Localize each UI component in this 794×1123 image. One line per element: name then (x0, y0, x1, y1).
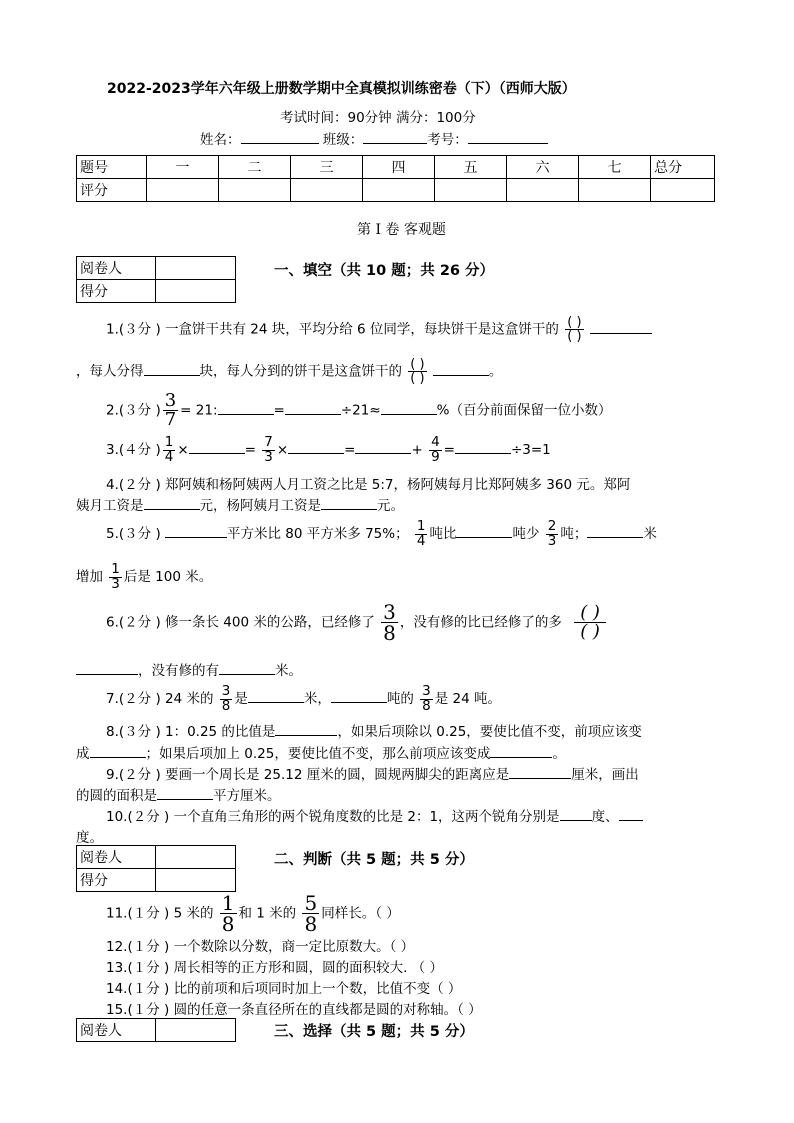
answer-blank[interactable] (218, 402, 274, 415)
section-2-title: 二、判断（共 5 题；共 5 分） (274, 852, 474, 868)
score-cell[interactable] (291, 179, 363, 202)
question-text: 米， (303, 691, 331, 707)
answer-blank[interactable] (560, 808, 592, 821)
answer-blank[interactable] (619, 808, 643, 821)
fraction (163, 436, 176, 464)
question-text: ，没有修的比已经修了的多 (399, 614, 562, 631)
fraction (546, 520, 559, 548)
fraction-answer[interactable] (574, 604, 606, 641)
question-text: = (244, 442, 256, 458)
numerator: 7 (264, 434, 273, 450)
grader-box-3 (76, 1018, 236, 1042)
answer-blank[interactable] (321, 497, 377, 510)
numerator: 3 (164, 390, 177, 411)
answer-blank[interactable] (381, 402, 437, 415)
numerator: 3 (221, 683, 231, 699)
question-text: 是 24 吨。 (434, 691, 502, 707)
denominator: ( ) (574, 622, 606, 641)
score-cell[interactable] (435, 179, 507, 202)
answer-blank[interactable] (456, 525, 512, 538)
exam-info: 考试时间：90分钟 满分：100分 (280, 110, 476, 126)
question-4-cont (76, 494, 404, 514)
question-text: × (276, 442, 289, 458)
fraction (381, 602, 398, 643)
answer-blank[interactable] (157, 787, 213, 800)
fraction (429, 436, 442, 464)
grader-box-1 (76, 256, 236, 303)
numerator: 3 (383, 600, 396, 624)
denominator: ( ) (410, 371, 425, 386)
score-cell[interactable] (579, 179, 651, 202)
question-11 (106, 893, 400, 934)
score-cell[interactable] (156, 280, 236, 303)
question-10-cont: 度。 (76, 830, 103, 846)
question-text: + (411, 442, 423, 458)
student-info-line (200, 128, 548, 148)
fraction (109, 563, 122, 591)
denominator: 4 (164, 448, 174, 465)
table-cell: 总分 (651, 156, 715, 179)
denominator: 8 (304, 912, 318, 936)
question-text: ；如果后项加上 0.25，要使比值不变，那么前项应该变成 (145, 746, 491, 762)
question-text: 元。 (377, 498, 404, 514)
reviewer-cell[interactable] (156, 846, 236, 869)
question-text: 后是 100 米。 (123, 569, 213, 585)
fraction (415, 520, 428, 548)
question-10 (106, 805, 643, 825)
question-text: ，如果后项除以 0.25，要使比值不变，前项应该变 (337, 724, 642, 740)
answer-blank[interactable] (144, 497, 200, 510)
denominator: 8 (221, 912, 235, 936)
table-cell: 题号 (77, 156, 147, 179)
question-text: 厘米，画出 (571, 767, 639, 783)
question-6 (106, 602, 608, 643)
question-text: 9.(２分 ) 要画一个周长是 25.12 厘米的圆，圆规两脚尖的距离应是 (106, 767, 510, 783)
denominator: 7 (164, 409, 177, 430)
denominator: 8 (221, 697, 231, 714)
answer-blank[interactable] (587, 525, 643, 538)
score-cell[interactable] (146, 179, 218, 202)
table-cell: 四 (363, 156, 435, 179)
question-text: 的圆的面积是 (76, 788, 157, 804)
question-text: 7.(２分 ) 24 米的 (106, 691, 214, 707)
denominator: 8 (383, 621, 396, 645)
fraction (420, 685, 433, 713)
question-text: 平方米比 80 平方米多 75%； (227, 526, 409, 542)
numerator: 4 (431, 434, 440, 450)
question-text: ，没有修的有 (138, 663, 219, 679)
question-text: 块，每人分到的饼干是这盒饼干的 (199, 363, 402, 380)
question-1 (106, 316, 652, 343)
question-9 (106, 763, 639, 783)
question-text: 。 (552, 746, 566, 762)
question-text: 米 (643, 526, 657, 542)
question-text: 吨的 (386, 691, 414, 707)
question-text: %（百分前面保留一位小数） (436, 402, 612, 419)
question-text: 米。 (275, 663, 302, 679)
question-text: 平方厘米。 (213, 788, 281, 804)
numerator: 1 (111, 561, 120, 577)
numerator: ( ) (567, 315, 582, 330)
question-text: 吨少 (512, 526, 540, 542)
number-label: 考号： (427, 132, 468, 148)
answer-blank[interactable] (189, 441, 245, 454)
numerator: 2 (547, 518, 557, 534)
question-text: 是 (234, 691, 248, 707)
answer-blank[interactable] (433, 363, 489, 376)
question-text: = 21: (180, 402, 218, 419)
question-5 (106, 520, 657, 548)
score-table-score-row (77, 179, 715, 202)
answer-blank[interactable] (165, 525, 227, 538)
table-cell: 一 (146, 156, 218, 179)
denominator: 4 (416, 532, 426, 549)
denominator: 3 (111, 575, 120, 592)
question-text: 2.(３分 ) (106, 402, 161, 419)
answer-blank[interactable] (331, 690, 387, 703)
question-8-cont (76, 742, 566, 762)
question-6-cont (76, 659, 302, 679)
question-13: 13.(１分 ) 周长相等的正方形和圆，圆的面积较大. （ ） (106, 960, 443, 976)
table-cell: 二 (219, 156, 291, 179)
table-cell: 三 (291, 156, 363, 179)
question-9-cont (76, 784, 281, 804)
score-cell[interactable] (363, 179, 435, 202)
question-text: 6.(２分 ) 修一条长 400 米的公路，已经修了 (106, 614, 375, 631)
section-3-title: 三、选择（共 5 题；共 5 分） (274, 1024, 474, 1040)
fraction (262, 436, 275, 464)
question-text: 10.(２分 ) 一个直角三角形的两个锐角度数的比是 2：1，这两个锐角分别是 (106, 809, 560, 825)
answer-blank[interactable] (590, 321, 652, 334)
answer-blank[interactable] (288, 441, 344, 454)
question-text: × (177, 442, 189, 458)
question-text: ÷21≈ (340, 402, 381, 419)
fraction (163, 392, 178, 429)
numerator: 3 (422, 683, 431, 699)
question-7 (106, 685, 501, 713)
denominator: 8 (422, 697, 431, 714)
question-text: 度、 (591, 809, 619, 825)
question-text: = (273, 402, 285, 419)
question-text: 增加 (76, 569, 103, 585)
numerator: ( ) (410, 357, 425, 372)
page-title: 2022-2023学年六年级上册数学期中全真模拟训练密卷（下）（西师大版） (107, 81, 576, 97)
numerator: 5 (304, 891, 318, 915)
answer-blank[interactable] (76, 662, 138, 675)
answer-blank[interactable] (275, 723, 337, 736)
number-field[interactable] (468, 131, 548, 144)
grader-box-2 (76, 845, 236, 892)
numerator: 1 (416, 518, 426, 534)
numerator: ( ) (580, 602, 600, 623)
reviewer-label: 阅卷人 (77, 846, 156, 869)
answer-blank[interactable] (455, 441, 511, 454)
question-4: 4.(２分 ) 郑阿姨和杨阿姨两人月工资之比是 5:7，杨阿姨每月比郑阿姨多 360 元。郑阿 (106, 477, 631, 493)
fraction (220, 893, 237, 934)
denominator: 3 (264, 448, 273, 465)
question-1-cont (76, 358, 502, 385)
question-3 (106, 436, 551, 464)
score-cell[interactable] (219, 179, 291, 202)
score-label: 得分 (77, 280, 156, 303)
answer-blank[interactable] (285, 402, 341, 415)
fraction (220, 685, 233, 713)
class-label: 班级： (322, 132, 364, 148)
denominator: 9 (431, 448, 440, 465)
score-table-header-row (77, 156, 715, 179)
answer-blank[interactable] (509, 766, 571, 779)
question-text: 成 (76, 746, 90, 762)
numerator: 1 (221, 891, 235, 915)
question-text: 。 (488, 363, 503, 380)
question-text: ，每人分得 (76, 363, 144, 380)
answer-blank[interactable] (219, 662, 275, 675)
question-text: ÷3=1 (510, 442, 551, 458)
question-text: 3.(４分 ) (106, 442, 161, 458)
question-15: 15.(１分 ) 圆的任意一条直径所在的直线都是圆的对称轴。（ ） (106, 1002, 482, 1018)
question-text: 吨； (560, 526, 588, 542)
score-cell[interactable] (156, 869, 236, 892)
question-text: 姨月工资是 (76, 498, 144, 514)
fraction-answer[interactable] (565, 316, 583, 343)
denominator: 3 (547, 532, 557, 549)
question-text: 元，杨阿姨月工资是 (199, 498, 321, 514)
question-14: 14.(１分 ) 比的前项和后项同时加上一个数，比值不变（ ） (106, 981, 462, 997)
answer-blank[interactable] (248, 690, 304, 703)
name-field[interactable] (241, 131, 319, 144)
score-cell[interactable] (651, 179, 715, 202)
question-text: = (344, 442, 356, 458)
question-text: 同样长。（ ） (321, 905, 400, 922)
question-text: = (443, 442, 455, 458)
fraction (302, 893, 319, 934)
name-label: 姓名： (200, 132, 241, 148)
question-text: 8.(３分 ) 1：0.25 的比值是 (106, 724, 276, 740)
score-label: 得分 (77, 869, 156, 892)
question-12: 12.(１分 ) 一个数除以分数，商一定比原数大。（ ） (106, 939, 415, 955)
question-text: 1.(３分 ) 一盒饼干共有 24 块，平均分给 6 位同学，每块饼干是这盒饼干的 (106, 321, 559, 338)
table-cell: 评分 (77, 179, 147, 202)
volume-title: 第 I 卷 客观题 (357, 222, 446, 238)
section-1-title: 一、填空（共 10 题；共 26 分） (274, 263, 495, 279)
score-cell[interactable] (507, 179, 579, 202)
question-text: 吨比 (429, 526, 457, 542)
answer-blank[interactable] (490, 745, 552, 758)
score-table (76, 155, 715, 202)
question-2 (106, 392, 611, 429)
question-text: 和 1 米的 (238, 905, 297, 922)
reviewer-label: 阅卷人 (77, 1019, 156, 1042)
table-cell: 七 (579, 156, 651, 179)
table-cell: 六 (507, 156, 579, 179)
class-field[interactable] (363, 131, 427, 144)
reviewer-cell[interactable] (156, 1019, 236, 1042)
reviewer-cell[interactable] (156, 257, 236, 280)
answer-blank[interactable] (90, 745, 146, 758)
question-text: 11.(１分 ) 5 米的 (106, 905, 214, 922)
numerator: 1 (164, 434, 174, 450)
answer-blank[interactable] (355, 441, 411, 454)
question-8 (106, 720, 642, 740)
table-cell: 五 (435, 156, 507, 179)
reviewer-label: 阅卷人 (77, 257, 156, 280)
fraction-answer[interactable] (408, 358, 426, 385)
denominator: ( ) (567, 329, 582, 344)
question-5-cont (76, 563, 212, 591)
answer-blank[interactable] (144, 363, 200, 376)
question-text: 5.(３分 ) (106, 526, 161, 542)
